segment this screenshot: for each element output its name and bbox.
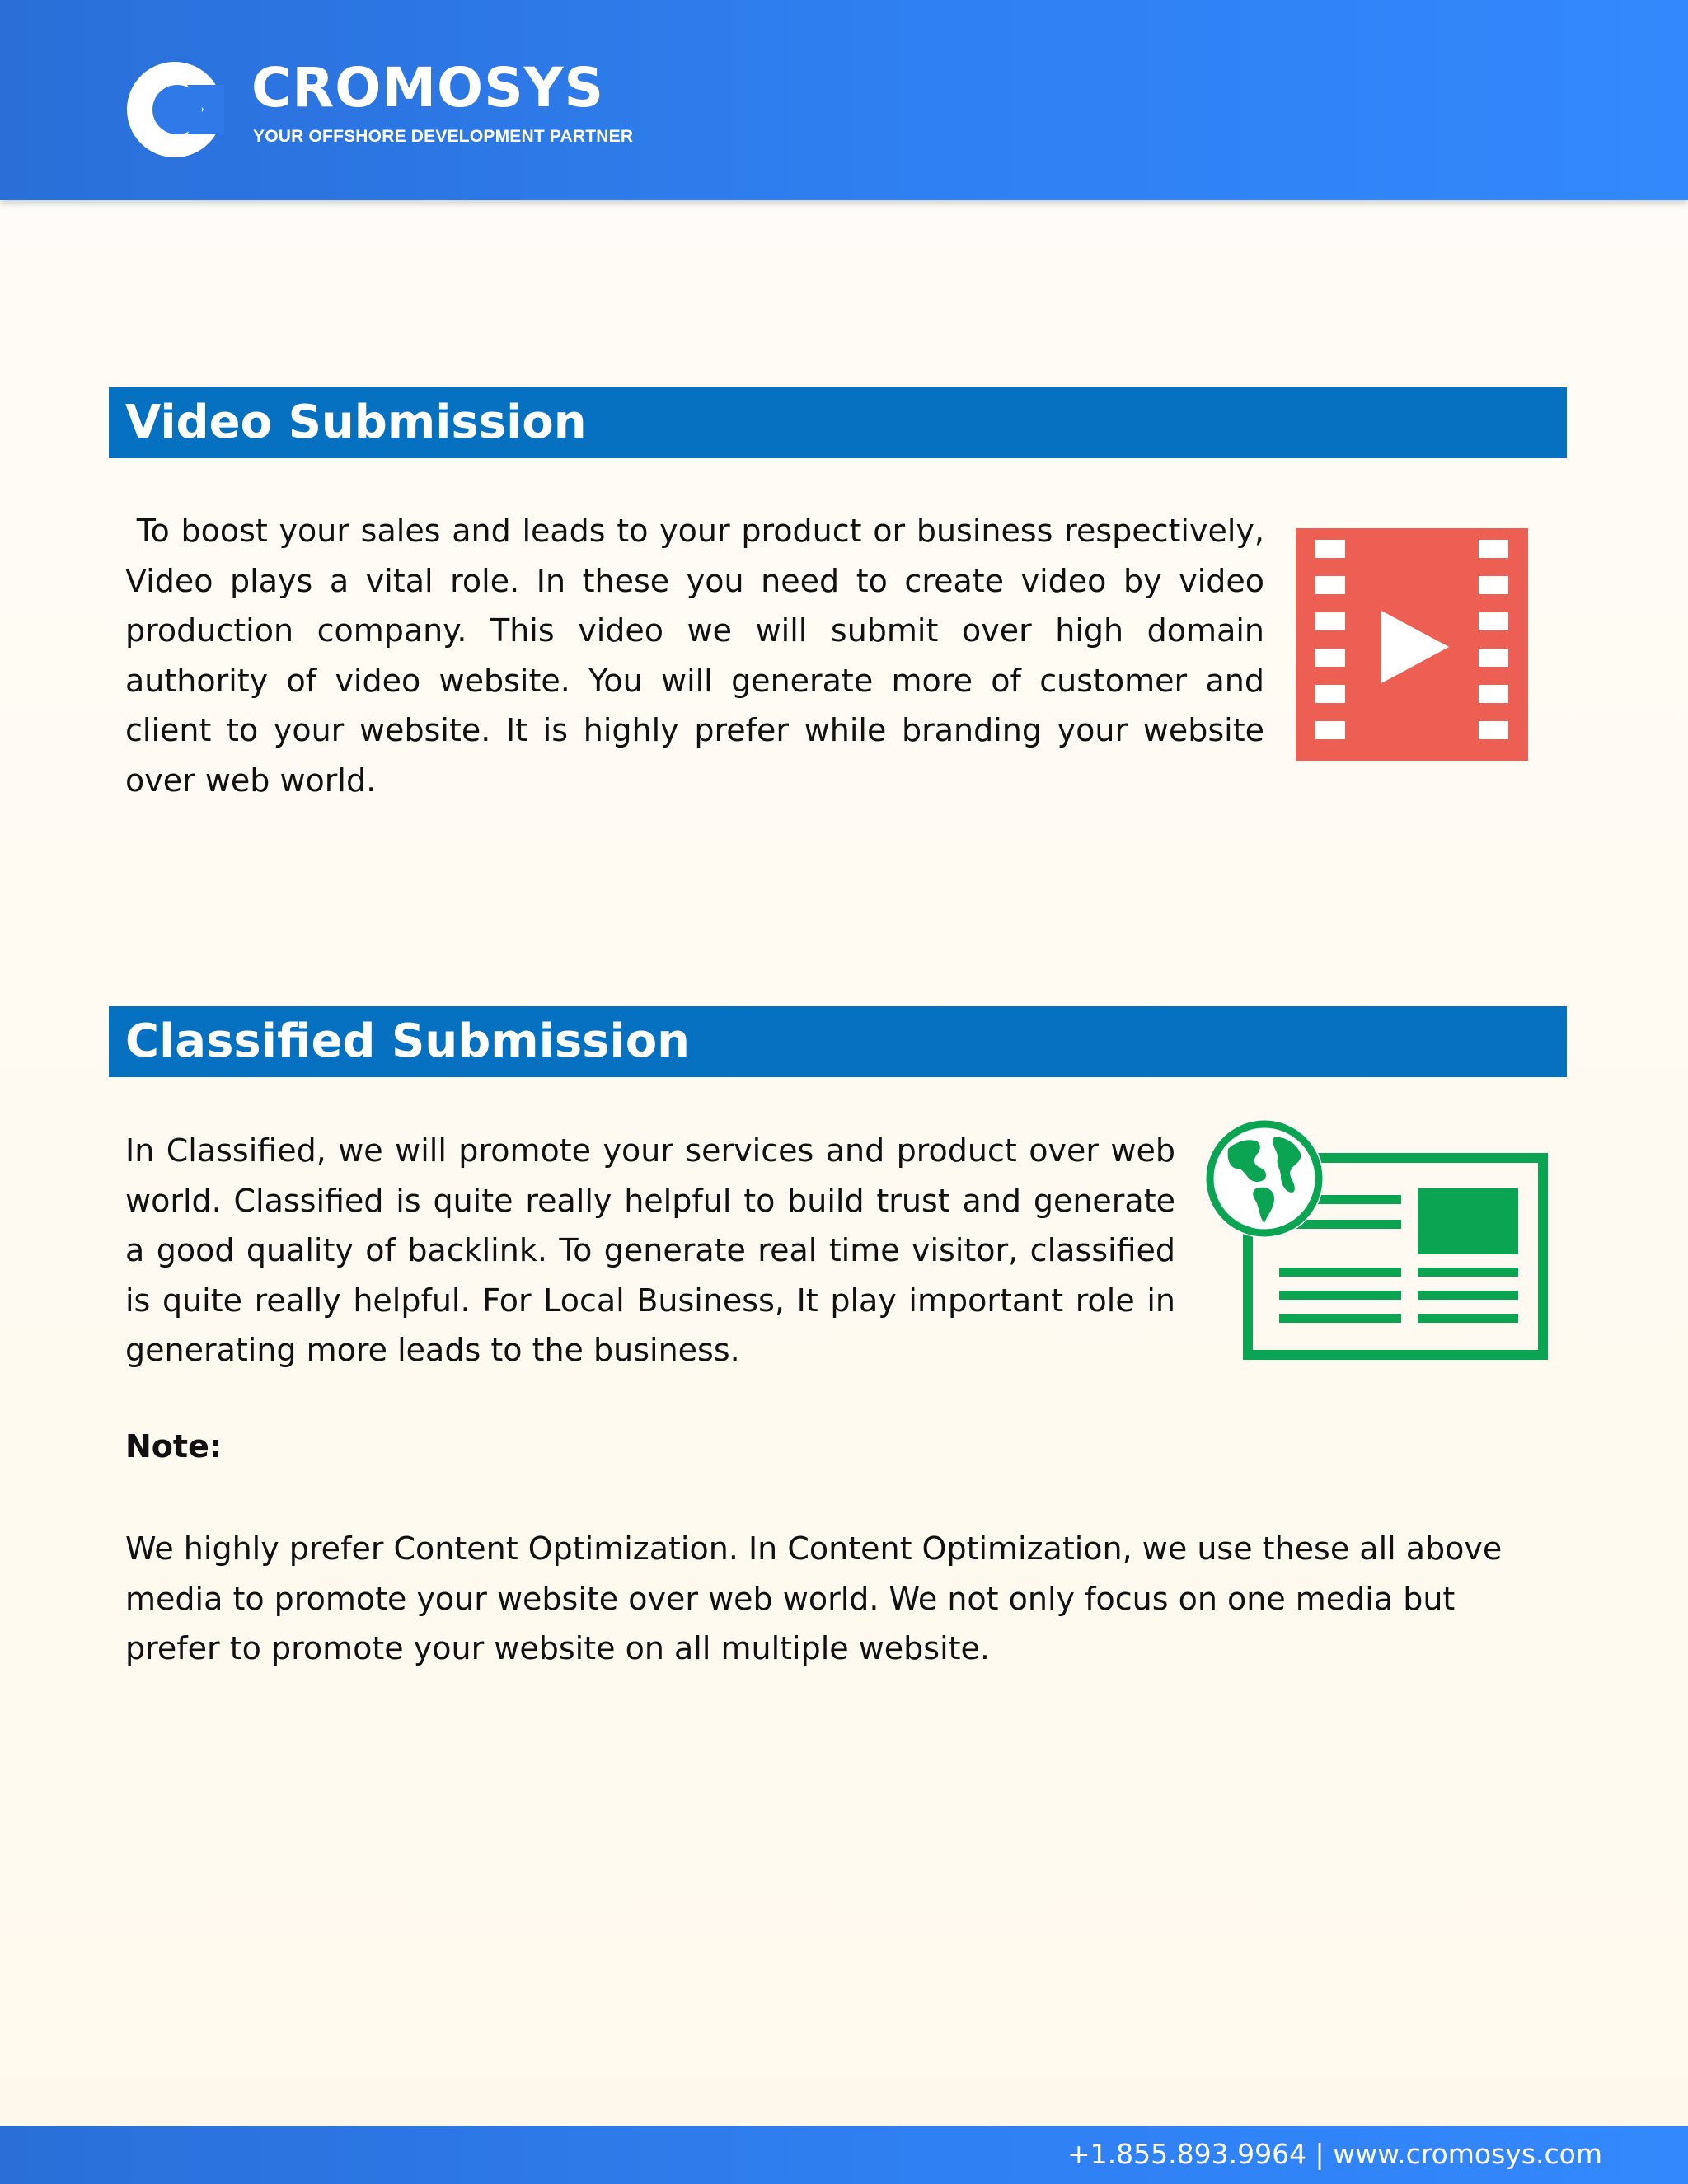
cromosys-logo-icon: [125, 60, 224, 159]
note-label: Note:: [125, 1428, 223, 1465]
video-section-header: [109, 387, 1567, 458]
globe-classified-icon: [1205, 1119, 1550, 1361]
page-header: [0, 0, 1688, 200]
brand-name: CROMOSYS: [251, 56, 605, 120]
video-film-icon: [1296, 528, 1528, 761]
page-footer: [0, 2126, 1688, 2184]
classified-section-header: [109, 1006, 1567, 1077]
note-body: We highly prefer Content Optimization. In Content Optimization, we use these all above media to promote your website over web world. We not only focus on one media but prefer to promote your website on all multiple website.: [125, 1530, 1503, 1666]
classified-section-title: Classified Submission: [125, 1015, 691, 1068]
brand-tagline: YOUR OFFSHORE DEVELOPMENT PARTNER: [253, 127, 634, 146]
video-section-title: Video Submission: [125, 396, 587, 449]
classified-section-body: In Classified, we will promote your services and product over web world. Classified is quite really helpful to build trust and generate a good quality of backlink. To generate real time visitor, classified is quite really helpful. For Local Business, It play important role in generating more leads to the business.: [125, 1132, 1175, 1368]
footer-contact: +1.855.893.9964 | www.cromosys.com: [1067, 2138, 1602, 2170]
video-section-body: To boost your sales and leads to your product or business respectively, Video plays a vital role. In these you need to create video by video production company. This video we will submit over high domain authority of video website. You will generate more of customer and client to your website. It is highly prefer while branding your website over web world.: [125, 513, 1275, 799]
